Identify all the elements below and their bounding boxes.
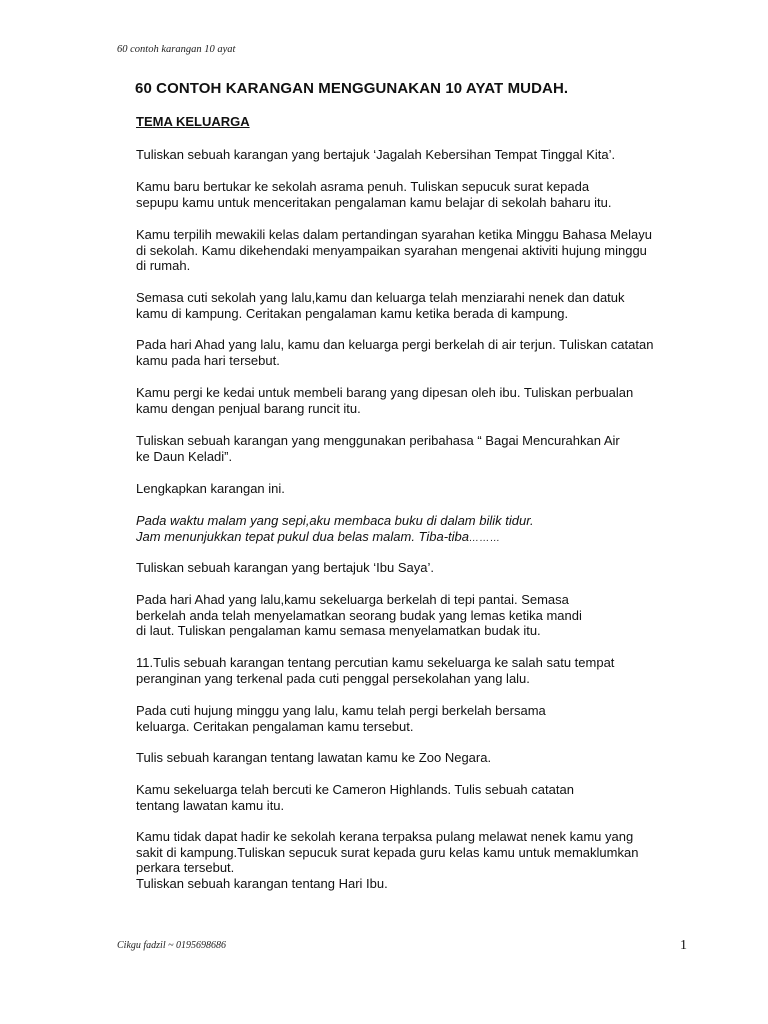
essay-prompt: Pada hari Ahad yang lalu, kamu dan keluarga pergi berkelah di air terjun. Tuliskan catatan kamu pada hari tersebut. (136, 337, 654, 368)
essay-prompt: Semasa cuti sekolah yang lalu,kamu dan keluarga telah menziarahi nenek dan datuk kamu di kampung. Ceritakan pengalaman kamu ketika berada di kampung. (136, 290, 625, 321)
essay-prompt: Tuliskan sebuah karangan yang bertajuk ‘Jagalah Kebersihan Tempat Tinggal Kita’. (136, 147, 616, 162)
essay-prompt: Lengkapkan karangan ini. (136, 481, 285, 496)
essay-prompt: Kamu sekeluarga telah bercuti ke Cameron Highlands. Tulis sebuah catatan tentang lawatan kamu itu. (136, 782, 574, 813)
ellipsis: ……… (469, 532, 501, 544)
essay-prompt: Kamu baru bertukar ke sekolah asrama penuh. Tuliskan sepucuk surat kepada sepupu kamu untuk menceritakan pengalaman kamu belajar di sekolah baharu itu. (136, 179, 612, 210)
essay-prompt: Pada hari Ahad yang lalu,kamu sekeluarga berkelah di tepi pantai. Semasa berkelah anda telah menyelamatkan seorang budak yang lemas ketika mandi di laut. Tuliskan pengalaman kamu semasa menyelamatkan budak itu. (136, 592, 582, 638)
essay-prompt: Kamu terpilih mewakili kelas dalam pertandingan syarahan ketika Minggu Bahasa Melayu di sekolah. Kamu dikehendaki menyampaikan syarahan mengenai aktiviti hujung minggu di rumah. (136, 227, 652, 273)
section-heading: TEMA KELUARGA (136, 114, 250, 129)
essay-prompt: Pada cuti hujung minggu yang lalu, kamu telah pergi berkelah bersama keluarga. Ceritakan pengalaman kamu tersebut. (136, 703, 546, 734)
page-header-note: 60 contoh karangan 10 ayat (117, 44, 236, 55)
essay-prompt: 11.Tulis sebuah karangan tentang percutian kamu sekeluarga ke salah satu tempat peranginan yang terkenal pada cuti penggal persekolahan yang lalu. (136, 655, 615, 686)
story-text: Pada waktu malam yang sepi,aku membaca buku di dalam bilik tidur. Jam menunjukkan tepat pukul dua belas malam. Tiba-tiba (136, 513, 534, 544)
essay-prompt: Kamu tidak dapat hadir ke sekolah kerana terpaksa pulang melawat nenek kamu yang sakit di kampung.Tuliskan sepucuk surat kepada guru kelas kamu untuk memaklumkan perkara tersebut. Tuliskan sebuah karangan tentang Hari Ibu. (136, 829, 639, 891)
document-title: 60 CONTOH KARANGAN MENGGUNAKAN 10 AYAT MUDAH. (135, 80, 569, 97)
page-number: 1 (680, 938, 687, 953)
story-continuation-prompt (136, 513, 696, 546)
essay-prompt: Kamu pergi ke kedai untuk membeli barang yang dipesan oleh ibu. Tuliskan perbualan kamu dengan penjual barang runcit itu. (136, 385, 634, 416)
page-footer-author: Cikgu fadzil ~ 0195698686 (117, 940, 227, 951)
essay-prompt: Tulis sebuah karangan tentang lawatan kamu ke Zoo Negara. (136, 750, 492, 765)
essay-prompt: Tuliskan sebuah karangan yang bertajuk ‘Ibu Saya’. (136, 560, 434, 575)
essay-prompt: Tuliskan sebuah karangan yang menggunakan peribahasa “ Bagai Mencurahkan Air ke Daun Keladi”. (136, 433, 620, 464)
